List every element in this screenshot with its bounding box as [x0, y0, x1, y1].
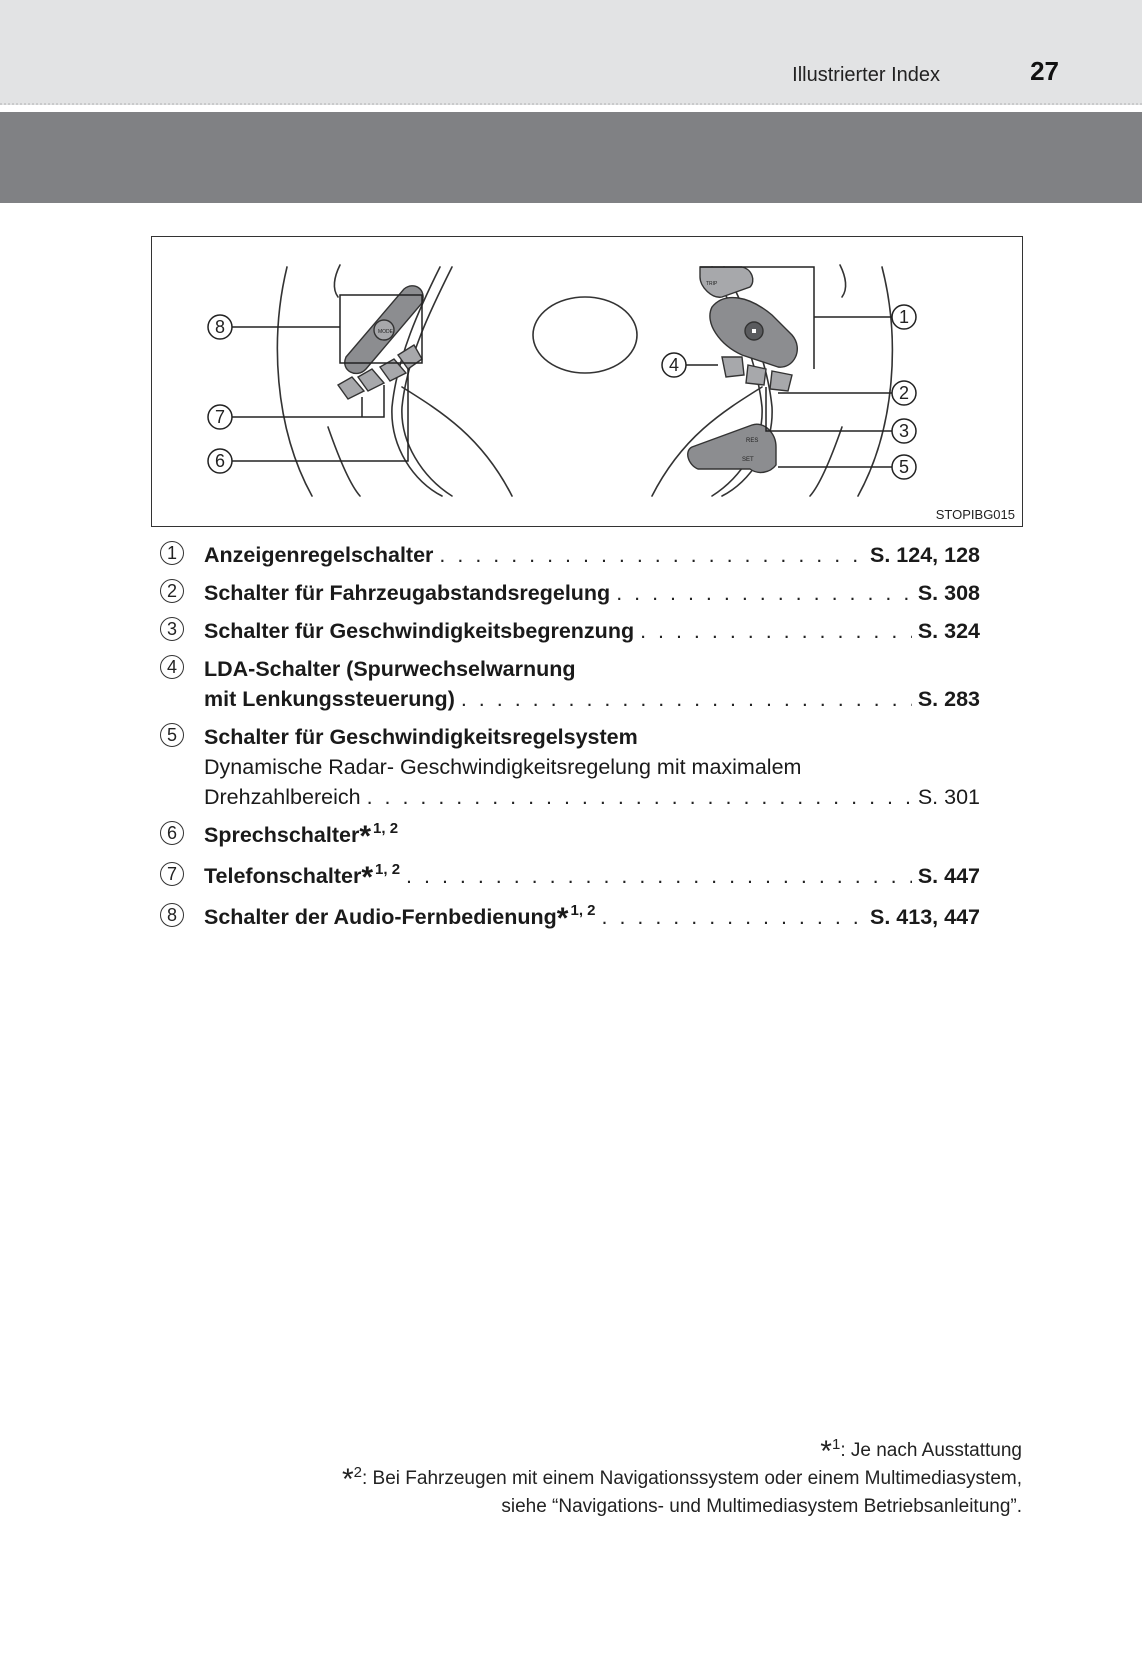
index-item: 6 Sprechschalter * 1, 2 [160, 820, 980, 853]
index-list [160, 540, 980, 943]
item-label: Telefonschalter [204, 864, 362, 888]
index-item [160, 654, 980, 714]
audio-remote-switch [338, 286, 423, 399]
svg-text:SET: SET [742, 457, 754, 463]
svg-text:RES: RES [746, 438, 759, 444]
item-sub-label: Dynamische Radar- Geschwindigkeitsregelung mit maximalem [204, 755, 802, 779]
footnote-ref: 1, 2 [570, 902, 596, 919]
item-sub-label-continued: Drehzahlbereich [204, 785, 361, 809]
page-reference: S. 308 [917, 581, 980, 605]
item-label: Schalter der Audio-Fernbedienung [204, 905, 557, 929]
dot-leader [367, 782, 912, 812]
figure-code: STOPIBG015 [935, 507, 1015, 522]
page-reference: S. 413, 447 [870, 905, 980, 929]
index-item [160, 616, 980, 646]
dot-leader [602, 902, 865, 932]
item-label: Schalter für Geschwindigkeitsbegrenzung [204, 619, 635, 643]
chapter-band [0, 112, 1142, 203]
index-item [160, 578, 980, 608]
index-item [160, 722, 980, 812]
item-label: Schalter für Fahrzeugabstandsregelung [204, 581, 611, 605]
footnote-2-continued: siehe “Navigations- und Multimediasystem Betriebsanleitung”. [501, 1496, 1022, 1517]
callout-2: 2 [898, 383, 910, 403]
item-number: 4 [160, 655, 184, 679]
callout-5: 5 [898, 457, 910, 477]
footnote-ref: 1, 2 [373, 820, 399, 837]
item-number: 8 [160, 903, 184, 927]
steering-wheel-illustration [152, 237, 1022, 526]
callout-8: 8 [214, 317, 226, 337]
item-number: 5 [160, 723, 184, 747]
item-label: Anzeigenregelschalter [204, 543, 434, 567]
steering-wheel-figure [151, 236, 1023, 527]
footnote-2 [341, 1463, 1022, 1496]
dot-leader [406, 861, 912, 891]
callout-6: 6 [214, 451, 226, 471]
footnote-number: 1 [831, 1436, 841, 1453]
page-reference: S. 301 [917, 785, 980, 809]
meter-control-switch [700, 267, 797, 391]
item-number: 3 [160, 617, 184, 641]
item-number: 2 [160, 579, 184, 603]
page-reference: S. 324 [917, 619, 980, 643]
item-label: Sprechschalter [204, 823, 360, 847]
dot-leader [439, 540, 864, 570]
index-item [160, 540, 980, 570]
page-reference: S. 447 [917, 864, 980, 888]
footnote-ref: 1, 2 [375, 861, 401, 878]
svg-text:MODE: MODE [378, 329, 393, 335]
item-label: LDA-Schalter (Spurwechselwarnung [204, 657, 576, 681]
page-reference: S. 283 [917, 687, 980, 711]
item-label: Schalter für Geschwindigkeitsregelsystem [204, 725, 638, 749]
item-number: 6 [160, 821, 184, 845]
center-emblem [533, 297, 637, 373]
wheel-rim-right [858, 267, 892, 496]
item-label-continued: mit Lenkungssteuerung) [204, 687, 455, 711]
dot-leader [616, 578, 912, 608]
footnotes [342, 1437, 1022, 1520]
callout-7: 7 [214, 407, 226, 427]
index-item: 7 Telefonschalter * 1, 2 . . . S. 447 [160, 861, 980, 894]
footnote-text: : Bei Fahrzeugen mit einem Navigationssystem oder einem Multimediasystem, [362, 1468, 1022, 1489]
item-number: 1 [160, 541, 184, 565]
index-item: 8 Schalter der Audio-Fernbedienung * 1, 2 . . . S. 413, 447 [160, 902, 980, 935]
footnote-text: : Je nach Ausstattung [840, 1440, 1022, 1461]
svg-text:TRIP: TRIP [706, 281, 718, 287]
dot-leader [461, 684, 912, 714]
header-band [0, 0, 1142, 105]
footnote-number: 2 [353, 1464, 362, 1481]
callout-3: 3 [898, 421, 910, 441]
section-title: Illustrierter Index [792, 64, 940, 86]
item-number: 7 [160, 862, 184, 886]
footnote-asterisk: * [820, 1435, 832, 1468]
footnote-asterisk: * [341, 1463, 354, 1496]
page-reference: S. 124, 128 [870, 543, 980, 567]
dot-leader [640, 616, 912, 646]
page-number: 27 [1030, 56, 1059, 86]
footnote-1 [342, 1435, 1022, 1468]
callout-1: 1 [898, 307, 910, 327]
callout-4: 4 [668, 355, 680, 375]
